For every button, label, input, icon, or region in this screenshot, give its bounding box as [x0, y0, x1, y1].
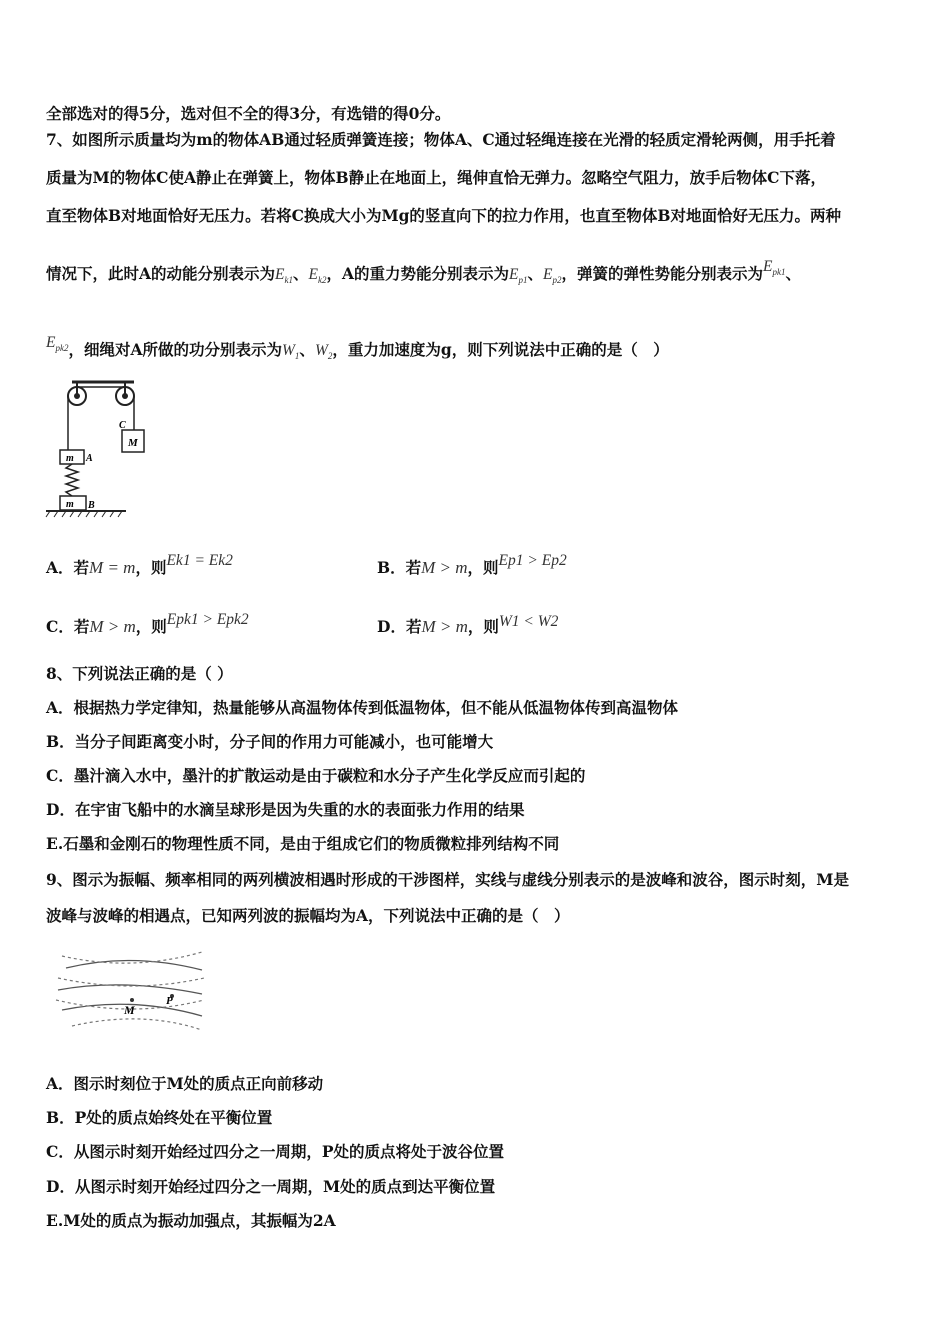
q7-text-epk: ，弹簧的弹性势能分别表示为	[561, 264, 763, 283]
epk2-symbol: $E_{pk2}$	[46, 334, 69, 354]
q9-line-2: 波峰与波峰的相遇点，已知两列波的振幅均为A，下列说法中正确的是（ ）	[46, 906, 570, 925]
ep2-symbol: $E_{p2}$	[543, 266, 562, 286]
q8-option-a[interactable]: A．根据热力学定律知，热量能够从高温物体传到低温物体，但不能从低温物体传到高温物体	[46, 698, 679, 717]
q7-text-ep: ，A的重力势能分别表示为	[326, 264, 510, 283]
q8-option-b[interactable]: B．当分子间距离变小时，分子间的作用力可能减小，也可能增大	[46, 732, 494, 751]
separator: 、	[785, 264, 801, 283]
ek2-symbol: $E_{k2}$	[308, 266, 327, 286]
label-C: C	[119, 420, 126, 431]
ek1-symbol: $E_{k1}$	[275, 266, 293, 286]
q7-line-2: 质量为M的物体C使A静止在弹簧上，物体B静止在地面上，绳伸直恰无弹力。忽略空气阻力，放手后物体C下落，	[46, 168, 826, 187]
q9-line-1: 9、图示为振幅、频率相同的两列横波相遇时形成的干涉图样，实线与虚线分别表示的是波峰和波谷，图示时刻，M是	[46, 870, 849, 889]
q9-option-b[interactable]: B．P处的质点始终处在平衡位置	[46, 1108, 273, 1127]
q7-option-a[interactable]: A．若M = m，则Ek1 = Ek2	[46, 552, 233, 577]
q7-line-3: 直至物体B对地面恰好无压力。若将C换成大小为Mg的竖直向下的拉力作用，也直至物体B对地面恰好无压力。两种	[46, 206, 842, 225]
label-m-a: m	[66, 453, 74, 464]
q8-option-d[interactable]: D．在宇宙飞船中的水滴呈球形是因为失重的水的表面张力作用的结果	[46, 800, 525, 819]
separator: 、	[527, 264, 543, 283]
q9-option-a[interactable]: A．图示时刻位于M处的质点正向前移动	[46, 1074, 324, 1093]
label-M: M	[124, 1003, 135, 1017]
q8-option-c[interactable]: C．墨汁滴入水中，墨汁的扩散运动是由于碳粒和水分子产生化学反应而引起的	[46, 766, 586, 785]
interference-figure	[52, 948, 212, 1040]
q8-option-e[interactable]: E.石墨和金刚石的物理性质不同，是由于组成它们的物质微粒排列结构不同	[46, 834, 560, 853]
ep1-symbol: $E_{p1}$	[509, 266, 528, 286]
separator: 、	[299, 340, 315, 359]
pulley-spring-figure	[44, 378, 164, 520]
separator: 、	[293, 264, 309, 283]
q9-option-c[interactable]: C．从图示时刻开始经过四分之一周期，P处的质点将处于波谷位置	[46, 1142, 504, 1161]
label-m-b: m	[66, 499, 74, 510]
q7-line-5	[46, 334, 669, 362]
q7-option-b[interactable]: B．若M > m，则Ep1 > Ep2	[377, 552, 567, 577]
q7-text-end: ，重力加速度为g，则下列说法中正确的是（ ）	[332, 340, 669, 359]
w2-symbol: $W_2$	[314, 342, 333, 362]
label-A: A	[86, 453, 93, 464]
q7-line-4	[46, 258, 801, 286]
label-B: B	[88, 500, 95, 511]
w1-symbol: $W_1$	[282, 342, 300, 362]
q7-text-ek: 情况下，此时A的动能分别表示为	[46, 264, 276, 283]
instructions-text: 全部选对的得5分，选对但不全的得3分，有选错的得0分。	[46, 104, 451, 123]
q7-option-c[interactable]: C．若M > m，则Epk1 > Epk2	[46, 611, 249, 636]
label-M: M	[128, 437, 138, 449]
q7-option-d[interactable]: D．若M > m，则W1 < W2	[377, 613, 559, 636]
q9-option-d[interactable]: D．从图示时刻开始经过四分之一周期，M处的质点到达平衡位置	[46, 1177, 496, 1196]
label-P: P	[166, 995, 173, 1007]
q9-option-e[interactable]: E.M处的质点为振动加强点，其振幅为2A	[46, 1211, 336, 1230]
q7-text-w: ，细绳对A所做的功分别表示为	[68, 340, 282, 359]
q8-stem: 8、下列说法正确的是（ ）	[46, 664, 233, 683]
epk1-symbol: $E_{pk1}$	[762, 258, 786, 278]
q7-line-1: 7、如图所示质量均为m的物体AB通过轻质弹簧连接；物体A、C通过轻绳连接在光滑的轻质定滑轮两侧，用手托着	[46, 130, 836, 149]
